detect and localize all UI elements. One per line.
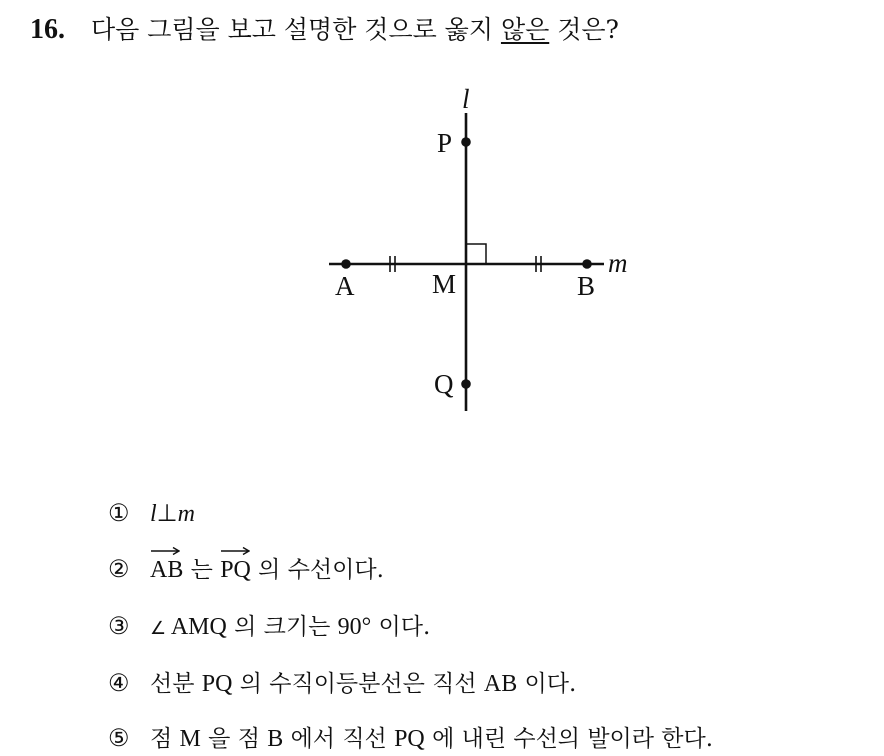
choice-4[interactable]: ④ 선분 PQ 의 수직이등분선은 직선 AB 이다. <box>108 666 576 701</box>
choice-3[interactable]: ③ ∠ AMQ 의 크기는 90° 이다. <box>108 609 430 645</box>
question-text-before: 다음 그림을 보고 설명한 것으로 옳지 <box>91 15 501 44</box>
choice-marker: ④ <box>108 669 130 697</box>
question-text-after: 것은? <box>549 15 619 44</box>
choice-marker: ③ <box>108 612 130 640</box>
vector-pq: PQ <box>220 553 251 587</box>
choice-2[interactable]: ② AB 는 PQ 의 수선이다. <box>108 552 384 587</box>
choice-1[interactable]: ① l⊥m <box>108 496 195 531</box>
choice-5[interactable]: ⑤ 점 M 을 점 B 에서 직선 PQ 에 내린 수선의 발이라 한다. <box>108 721 713 756</box>
choice-marker: ⑤ <box>108 724 130 752</box>
point-p <box>461 137 471 147</box>
label-p: P <box>437 128 453 158</box>
label-l: l <box>462 84 470 114</box>
label-q: Q <box>434 369 454 399</box>
point-a <box>341 259 351 269</box>
label-m: m <box>608 248 628 278</box>
question-text-emphasis: 않은 <box>500 15 550 44</box>
point-b <box>582 259 592 269</box>
label-a: A <box>335 271 355 301</box>
vector-arrow-icon <box>220 546 250 556</box>
label-b: B <box>577 271 596 301</box>
question-number: 16. <box>30 14 65 45</box>
vector-ab: AB <box>150 553 183 587</box>
right-angle-mark <box>466 244 486 264</box>
vector-arrow-icon <box>150 546 180 556</box>
label-m-point: M <box>432 269 457 299</box>
point-q <box>461 379 471 389</box>
choice-marker: ① <box>108 499 130 527</box>
angle-icon: ∠ <box>150 618 167 638</box>
choice-marker: ② <box>108 555 130 583</box>
